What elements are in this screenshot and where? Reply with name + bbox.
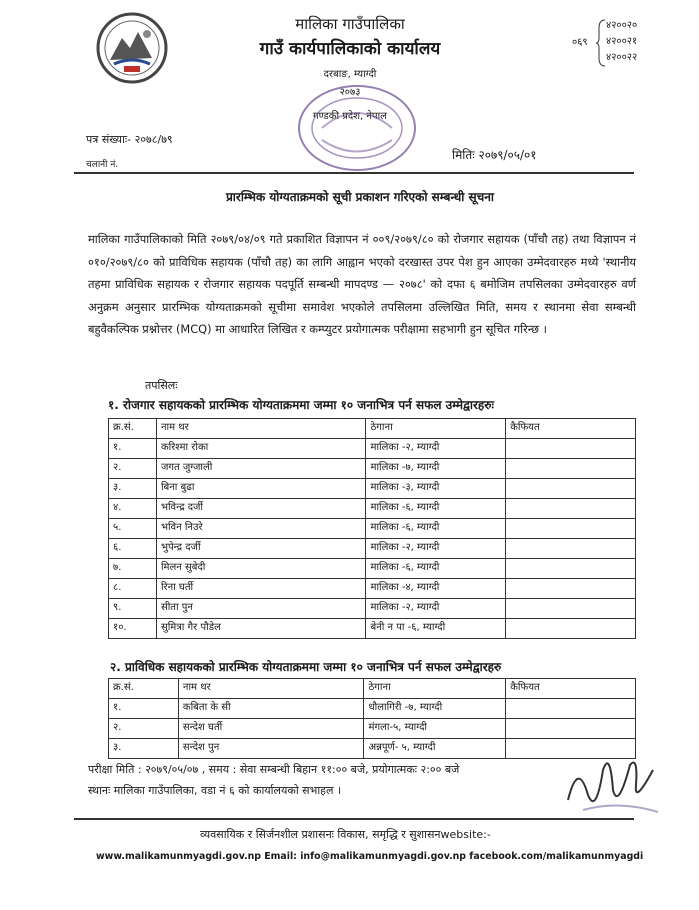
col-header-remarks: कैफियत <box>506 679 636 699</box>
table-row <box>109 719 636 739</box>
signature-icon <box>558 740 668 830</box>
table-row <box>109 519 636 539</box>
cell-remarks <box>506 499 636 519</box>
cell-remarks <box>506 519 636 539</box>
cell-sn: १०. <box>109 619 157 639</box>
phone-list <box>606 18 637 66</box>
cell-remarks <box>506 439 636 459</box>
section2-heading: २. प्राविधिक सहायकको प्रारम्भिक योग्यताक्रममा जम्मा १० जनाभित्र पर्न सफल उम्मेद्वारहरु <box>110 660 502 674</box>
phone-prefix: ०६९ <box>572 37 588 48</box>
cell-address: धौलागिरी -७, म्याग्दी <box>364 699 506 719</box>
section1-heading: १. रोजगार सहायकको प्रारम्भिक योग्यताक्रममा जम्मा १० जनाभित्र पर्न सफल उम्मेद्वारहरुः <box>108 398 494 412</box>
office-address: दरबाङ, म्याग्दी <box>323 69 377 80</box>
header-divider <box>74 172 634 174</box>
section2-table <box>108 678 636 759</box>
cell-address: मालिका -६, म्याग्दी <box>366 559 506 579</box>
table-row <box>109 599 636 619</box>
footer-motto: व्यवसायिक र सिर्जनशील प्रशासनः विकास, समृद्धि र सुशासनwebsite:- <box>200 828 491 841</box>
cell-address: मालिका -६, म्याग्दी <box>366 519 506 539</box>
cell-sn: ६. <box>109 539 157 559</box>
government-emblem-icon <box>92 8 172 88</box>
cell-remarks <box>506 619 636 639</box>
office-name-line2: गाउँ कार्यपालिकाको कार्यालय <box>259 39 441 59</box>
cell-name: सुमित्रा गैर पौडेल <box>156 619 366 639</box>
cell-name: रिना घर्ती <box>156 579 366 599</box>
cell-sn: ३. <box>109 739 179 759</box>
table-header-row <box>109 419 636 439</box>
notice-title: प्रारम्भिक योग्यताक्रमको सूची प्रकाशन गरिएको सम्बन्धी सूचना <box>225 190 495 204</box>
cell-address: बेनी न पा -६, म्याग्दी <box>366 619 506 639</box>
table-row <box>109 739 636 759</box>
cell-address: मंगला-५, म्याग्दी <box>364 719 506 739</box>
cell-name: जगत जुग्जाली <box>156 459 366 479</box>
cell-remarks <box>506 579 636 599</box>
table-row <box>109 459 636 479</box>
cell-address: मालिका -२, म्याग्दी <box>366 439 506 459</box>
cell-name: सन्देश पुन <box>178 739 364 759</box>
table-row <box>109 559 636 579</box>
phone-number: ४२००२१ <box>606 36 638 47</box>
established-year: २०७३ <box>339 87 361 98</box>
cell-name: कबिता के सी <box>178 699 364 719</box>
cell-name: भुपेन्द्र दर्जी <box>156 539 366 559</box>
cell-address: मालिका -२, म्याग्दी <box>366 599 506 619</box>
col-header-name: नाम थर <box>156 419 366 439</box>
table-row <box>109 619 636 639</box>
province-country: गण्डकी प्रदेश, नेपाल <box>313 111 387 122</box>
footer-contacts: www.malikamunmyagdi.gov.np Email: info@malikamunmyagdi.gov.np facebook.com/malikamunmyagdi <box>96 851 644 862</box>
cell-sn: २. <box>109 459 157 479</box>
table-row <box>109 499 636 519</box>
exam-venue: स्थानः मालिका गाउँपालिका, वडा नं ६ को कार्यालयको सभाहल । <box>88 784 342 797</box>
cell-sn: २. <box>109 719 179 739</box>
letter-number: पत्र संख्याः- २०७८/७९ <box>86 133 173 146</box>
details-label: तपसिलः <box>145 379 178 392</box>
cell-name: भविन्द्र दर्जी <box>156 499 366 519</box>
table-row <box>109 439 636 459</box>
cell-name: मिलन सुबेदी <box>156 559 366 579</box>
phone-number: ४२००२० <box>606 20 638 31</box>
cell-sn: ९. <box>109 599 157 619</box>
cell-name: सन्देश घर्ती <box>178 719 364 739</box>
brace-icon <box>596 18 606 68</box>
cell-remarks <box>506 699 636 719</box>
exam-schedule: परीक्षा मिति : २०७९/०५/०७ , समय : सेवा सम्बन्धी बिहान ११:०० बजे, प्रयोगात्मकः २:०० बजे <box>88 763 460 776</box>
cell-sn: ७. <box>109 559 157 579</box>
phone-number: ४२००२२ <box>606 52 638 63</box>
table-row <box>109 579 636 599</box>
cell-remarks <box>506 719 636 739</box>
cell-sn: ४. <box>109 499 157 519</box>
cell-name: सीता पुन <box>156 599 366 619</box>
col-header-remarks: कैफियत <box>506 419 636 439</box>
cell-sn: १. <box>109 439 157 459</box>
cell-address: मालिका -२, म्याग्दी <box>366 539 506 559</box>
col-header-sn: क्र.सं. <box>109 419 157 439</box>
office-name-line1: मालिका गाउँपालिका <box>295 15 405 33</box>
cell-sn: ८. <box>109 579 157 599</box>
col-header-address: ठेगाना <box>366 419 506 439</box>
section1-table <box>108 418 636 639</box>
col-header-name: नाम थर <box>178 679 364 699</box>
cell-remarks <box>506 459 636 479</box>
office-stamp-icon <box>292 78 422 178</box>
table-row <box>109 539 636 559</box>
cell-address: मालिका -३, म्याग्दी <box>366 479 506 499</box>
notice-body: मालिका गाउँपालिकाको मिति २०७९/०४/०९ गते प्रकाशित विज्ञापन नं ००९/२०७९/८० को रोजगार सहायक (पाँचौ तह) तथा विज्ञापन नं ०१०/२०७९/८० को प्राविधिक सहायक (पाँचौ तह) का लागि आह्वान भएको दरखास्त उपर पेश हुन आएका उम्मेदवारहरु मध्ये 'स्थानीय तहमा प्राविधिक सहायक र रोजगार सहायक पदपूर्ति सम्बन्धी मापदण्ड — २०७८' को दफा ६ बमोजिम तपसिलका उम्मेदवारहरु वर्ण अनुक्रम अनुसार प्रारम्भिक योग्यताक्रमको सूचीमा समावेश भएकोले तपसिलमा उल्लिखित मिति, समय र स्थानमा सेवा सम्बन्धी बहुवैकल्पिक प्रश्नोत्तर (MCQ) मा आधारित लिखित र कम्प्युटर प्रयोगात्मक परीक्षामा सहभागी हुन सूचित गरिन्छ । <box>88 232 636 336</box>
cell-address: मालिका -७, म्याग्दी <box>366 459 506 479</box>
cell-remarks <box>506 599 636 619</box>
letter-date: मितिः २०७९/०५/०१ <box>452 148 537 162</box>
dispatch-number: चलानी नं. <box>86 160 119 170</box>
cell-name: भविन निउरे <box>156 519 366 539</box>
table-row <box>109 479 636 499</box>
cell-address: अन्नपूर्ण- ५, म्याग्दी <box>364 739 506 759</box>
cell-sn: ५. <box>109 519 157 539</box>
col-header-sn: क्र.सं. <box>109 679 179 699</box>
cell-remarks <box>506 479 636 499</box>
cell-sn: ३. <box>109 479 157 499</box>
cell-remarks <box>506 559 636 579</box>
footer-divider <box>74 818 634 820</box>
cell-address: मालिका -६, म्याग्दी <box>366 499 506 519</box>
cell-name: बिना बुढा <box>156 479 366 499</box>
cell-name: करिश्मा रोका <box>156 439 366 459</box>
table-header-row <box>109 679 636 699</box>
cell-sn: १. <box>109 699 179 719</box>
cell-address: मालिका -४, म्याग्दी <box>366 579 506 599</box>
table-row <box>109 699 636 719</box>
col-header-address: ठेगाना <box>364 679 506 699</box>
cell-remarks <box>506 539 636 559</box>
